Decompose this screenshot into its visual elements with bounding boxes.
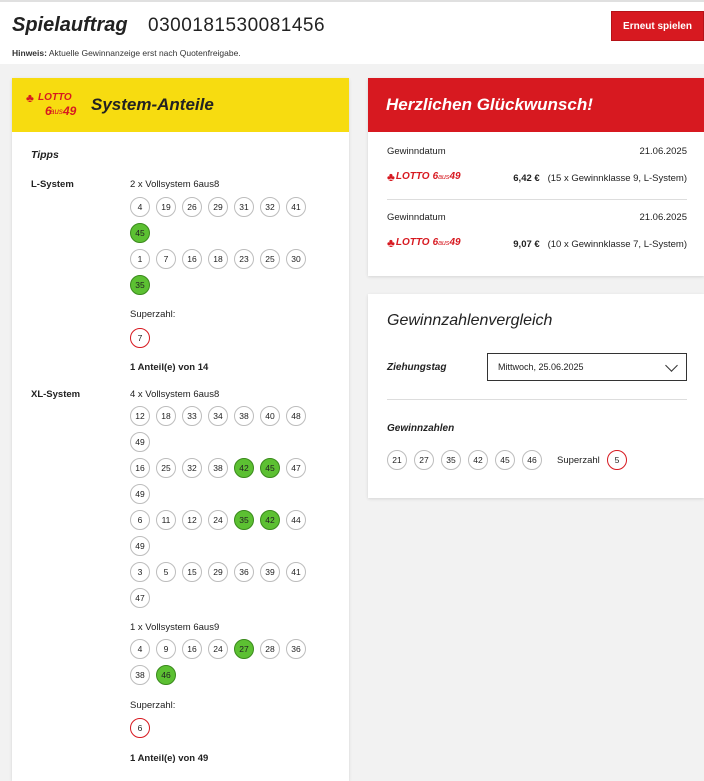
number-ball: 24 xyxy=(208,639,228,659)
winning-numbers-label: Gewinnzahlen xyxy=(387,423,455,434)
number-ball-hit: 42 xyxy=(260,510,280,530)
system-shares-title: System-Anteile xyxy=(91,95,214,114)
l-system-shares: 1 Anteil(e) von 14 xyxy=(130,362,209,373)
xl-system-balls1 xyxy=(130,406,320,614)
win-divider xyxy=(387,199,687,200)
number-ball: 49 xyxy=(130,432,150,452)
l-system-balls xyxy=(130,197,320,301)
win-entry xyxy=(387,212,687,253)
number-ball-hit: 35 xyxy=(234,510,254,530)
winning-number-ball: 42 xyxy=(468,450,488,470)
xl-system-superzahl xyxy=(130,718,320,744)
number-ball-hit: 45 xyxy=(260,458,280,478)
win-amount xyxy=(513,173,687,184)
hint-text xyxy=(12,48,241,58)
draw-day-label: Ziehungstag xyxy=(387,362,447,373)
number-ball-hit: 42 xyxy=(234,458,254,478)
number-ball: 32 xyxy=(182,458,202,478)
number-ball: 12 xyxy=(182,510,202,530)
number-ball-hit: 35 xyxy=(130,275,150,295)
logo-lotto-text: LOTTO xyxy=(395,237,430,248)
number-ball: 18 xyxy=(156,406,176,426)
number-ball: 44 xyxy=(286,510,306,530)
number-ball: 38 xyxy=(234,406,254,426)
logo-lotto-text: LOTTO xyxy=(38,92,72,103)
congrats-card xyxy=(368,78,704,276)
number-ball: 29 xyxy=(208,562,228,582)
number-ball: 41 xyxy=(286,562,306,582)
number-ball-hit: 27 xyxy=(234,639,254,659)
winning-number-ball: 21 xyxy=(387,450,407,470)
number-ball: 1 xyxy=(130,249,150,269)
draw-day-value: Mittwoch, 25.06.2025 xyxy=(498,362,584,372)
page-title: Spielauftrag xyxy=(12,14,128,36)
win-date-label: Gewinndatum xyxy=(387,146,446,157)
logo-49-text: 49 xyxy=(449,171,461,182)
winning-number-ball: 35 xyxy=(441,450,461,470)
tipps-label: Tipps xyxy=(31,149,59,161)
number-ball: 11 xyxy=(156,510,176,530)
logo-six-text: 6 xyxy=(432,171,439,182)
logo-lotto-text: LOTTO xyxy=(395,171,430,182)
number-ball: 36 xyxy=(286,639,306,659)
xl-system-desc2: 1 x Vollsystem 6aus9 xyxy=(130,622,220,633)
number-ball: 15 xyxy=(182,562,202,582)
win-date: 21.06.2025 xyxy=(639,146,687,157)
hint-message: Aktuelle Gewinnanzeige erst nach Quotenfreigabe. xyxy=(48,48,241,58)
draw-day-select[interactable] xyxy=(487,353,687,381)
number-ball: 24 xyxy=(208,510,228,530)
l-system-label: L-System xyxy=(31,179,74,190)
number-ball: 38 xyxy=(208,458,228,478)
number-ball: 47 xyxy=(286,458,306,478)
win-amount xyxy=(513,239,687,250)
hint-label: Hinweis: xyxy=(12,48,47,58)
number-ball: 29 xyxy=(208,197,228,217)
number-ball: 38 xyxy=(130,665,150,685)
number-ball: 28 xyxy=(260,639,280,659)
xl-system-balls2 xyxy=(130,639,320,691)
logo-aus-text: aus xyxy=(50,107,63,116)
number-ball: 16 xyxy=(130,458,150,478)
logo-aus-text: aus xyxy=(438,239,450,247)
logo-49-text: 49 xyxy=(63,104,77,118)
comparison-divider xyxy=(387,399,687,400)
win-amount-detail: (10 x Gewinnklasse 7, L-System) xyxy=(547,239,687,250)
win-entry xyxy=(387,146,687,187)
number-ball: 25 xyxy=(156,458,176,478)
lotto-logo xyxy=(26,92,80,120)
number-ball: 32 xyxy=(260,197,280,217)
number-ball: 4 xyxy=(130,639,150,659)
congrats-header xyxy=(368,78,704,132)
winning-superzahl xyxy=(607,450,627,470)
number-ball: 33 xyxy=(182,406,202,426)
xl-system-label: XL-System xyxy=(31,389,81,400)
comparison-card xyxy=(368,294,704,498)
number-ball: 39 xyxy=(260,562,280,582)
number-ball: 12 xyxy=(130,406,150,426)
xl-system-shares: 1 Anteil(e) von 49 xyxy=(130,753,209,764)
winning-number-ball: 46 xyxy=(522,450,542,470)
number-ball: 7 xyxy=(156,249,176,269)
number-ball: 16 xyxy=(182,249,202,269)
clover-icon: ♣ xyxy=(26,91,34,105)
chevron-down-icon xyxy=(665,359,678,372)
number-ball: 48 xyxy=(286,406,306,426)
win-amount-detail: (15 x Gewinnklasse 9, L-System) xyxy=(547,173,687,184)
number-ball: 36 xyxy=(234,562,254,582)
number-ball: 31 xyxy=(234,197,254,217)
replay-button[interactable]: Erneut spielen xyxy=(611,11,704,41)
xl-system-superzahl-label: Superzahl: xyxy=(130,700,176,711)
comparison-title: Gewinnzahlenvergleich xyxy=(387,312,553,329)
logo-aus-text: aus xyxy=(438,173,450,181)
number-ball: 30 xyxy=(286,249,306,269)
logo-49-text: 49 xyxy=(449,237,461,248)
number-ball: 40 xyxy=(260,406,280,426)
win-amount-value: 9,07 € xyxy=(513,239,540,250)
win-date-label: Gewinndatum xyxy=(387,212,446,223)
l-system-superzahl-label: Superzahl: xyxy=(130,309,176,320)
number-ball: 49 xyxy=(130,484,150,504)
number-ball: 6 xyxy=(130,510,150,530)
number-ball: 9 xyxy=(156,639,176,659)
number-ball: 4 xyxy=(130,197,150,217)
number-ball: 18 xyxy=(208,249,228,269)
winning-superzahl-label: Superzahl xyxy=(557,455,600,466)
superzahl-ball: 6 xyxy=(130,718,150,738)
winning-number-ball: 45 xyxy=(495,450,515,470)
logo-six-text: 6 xyxy=(432,237,439,248)
clover-icon: ♣ xyxy=(387,170,395,184)
logo-six-text: 6 xyxy=(45,104,52,118)
number-ball-hit: 46 xyxy=(156,665,176,685)
number-ball: 49 xyxy=(130,536,150,556)
clover-icon: ♣ xyxy=(387,236,395,250)
system-shares-header xyxy=(12,78,349,132)
l-system-superzahl xyxy=(130,328,320,354)
winning-number-ball: 27 xyxy=(414,450,434,470)
number-ball: 3 xyxy=(130,562,150,582)
xl-system-desc1: 4 x Vollsystem 6aus8 xyxy=(130,389,220,400)
lotto-logo xyxy=(387,237,461,249)
number-ball: 47 xyxy=(130,588,150,608)
superzahl-ball: 5 xyxy=(607,450,627,470)
page-header xyxy=(0,2,704,64)
superzahl-ball: 7 xyxy=(130,328,150,348)
number-ball: 5 xyxy=(156,562,176,582)
l-system-desc: 2 x Vollsystem 6aus8 xyxy=(130,179,220,190)
system-shares-card xyxy=(12,78,349,781)
number-ball: 34 xyxy=(208,406,228,426)
number-ball: 16 xyxy=(182,639,202,659)
number-ball: 26 xyxy=(182,197,202,217)
number-ball-hit: 45 xyxy=(130,223,150,243)
winning-numbers xyxy=(387,450,549,470)
number-ball: 23 xyxy=(234,249,254,269)
congrats-title: Herzlichen Glückwunsch! xyxy=(386,95,593,114)
order-number: 0300181530081456 xyxy=(148,15,326,36)
win-amount-value: 6,42 € xyxy=(513,173,540,184)
number-ball: 41 xyxy=(286,197,306,217)
number-ball: 19 xyxy=(156,197,176,217)
number-ball: 25 xyxy=(260,249,280,269)
win-date: 21.06.2025 xyxy=(639,212,687,223)
lotto-logo xyxy=(387,171,461,183)
